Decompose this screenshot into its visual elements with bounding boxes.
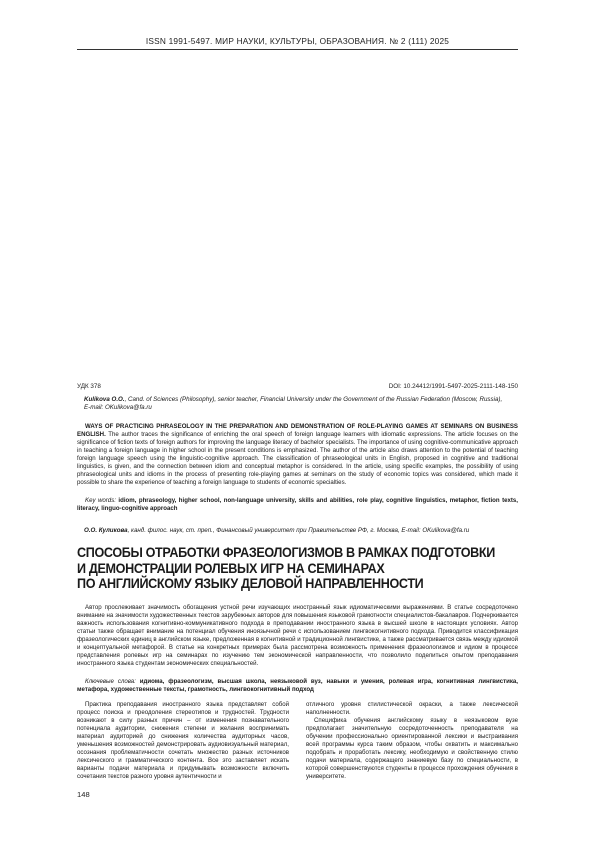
title-line-2: И ДЕМОНСТРАЦИИ РОЛЕВЫХ ИГР НА СЕМИНАРАХ [77, 560, 385, 576]
keywords-label-en: Key words: [85, 497, 116, 504]
keywords-en [77, 497, 518, 513]
running-head: ISSN 1991-5497. МИР НАУКИ, КУЛЬТУРЫ, ОБРАЗОВАНИЯ. № 2 (111) 2025 [145, 36, 450, 46]
header-rule [77, 49, 518, 50]
keywords-text-en: idiom, phraseology, higher school, non-language university, skills and abilities, role play, cognitive linguistics, metaphor, fiction texts, literacy, linguo-cognitive approach [77, 497, 518, 513]
keywords-ru [77, 678, 518, 694]
abstract-ru: Автор прослеживает значимость обогащения устной речи изучающих иностранный язык идиоматическими выражениями. В статье сосредоточено внимание на значимости художественных текстов зарубежных авторов для повышения языковой грамотности специалистов-бакалавров. Подчеркивается важность использования когнитивно-коммуникативного подхода в преподавании иностранного языка в высшей школе в настоящих условиях. Автор статьи также обращает внимание на потенциал обучения иноязычной речи с использованием лингвокогнитивного подхода. Приводится классификация фразеологических единиц в английском языке, предложенная в когнитивной и традиционной лингвистике, а также рассматривается связь между идиомой и концептуальной метафорой. В статье на конкретных примерах была рассмотрена возможность применения фразеологизмов и идиом в процессе представления ролевых игр на семинарах по изучению тем экономической направленности, что позволило поделиться опытом преподавания иностранного языка студентам экономических специальностей. [77, 604, 518, 668]
udc-code: УДК 378 [77, 383, 101, 390]
author-info-en [84, 396, 514, 412]
body-column-left [77, 701, 289, 781]
abstract-text-en: The author traces the significance of enriching the oral speech of foreign language learners with idiomatic expressions. The article focuses on the significance of fiction texts of foreign authors for improving the language literacy of bachelor specialists. The importance of using cognitive-communicative approach in teaching a foreign language in higher school in the present conditions is emphasized. The author of the article also draws attention to the potential of teaching foreign language speech using the linguistic-cognitive approach. The classification of phraseological units in English, proposed in cognitive and traditional linguistics, is given, and the connection between idiom and conceptual metaphor is considered. In the article, using specific examples, the possibility of using phraseological units and idioms in the process of presenting role-playing games at seminars on the study of economic topics was considered, which made it possible to share the experience of teaching a foreign language to students of economic specialties. [77, 431, 518, 487]
doi: DOI: 10.24412/1991-5497-2025-2111-148-150 [388, 383, 518, 390]
author-details-en: , Cand. of Sciences (Philosophy), senior teacher, Financial University under the Government of the Russian Federation (Moscow, Russia), [124, 396, 503, 403]
article-title-ru [77, 545, 518, 592]
author-name-en: Kulikova O.O. [84, 396, 125, 403]
body-column-right [306, 701, 518, 781]
article-title-en: WAYS OF PRACTICING PHRASEOLOGY IN THE PREPARATION AND DEMONSTRATION OF ROLE-PLAYING GAMES AT SEMINARS ON BUSINESS ENGLISH. [77, 423, 518, 439]
page-number: 148 [77, 790, 90, 799]
body-paragraph: Специфика обучения английскому языку в неязыковом вузе предполагает значительную сосредоточенность преподавателя на обучении профессионально ориентированной лексики и выстраивания всей программы курса таким образом, чтобы охватить и максимально подобрать и проработать лексику, необходимую и свойственную стилю подачи материала, содержащего знаниевую базу по специальности, в которой совершенствуются студенты в процессе прохождения обучения в университете. [306, 717, 518, 781]
author-info-ru [84, 527, 514, 535]
author-email-en[interactable]: E-mail: OKulikova@fa.ru [84, 404, 152, 411]
title-line-1: СПОСОБЫ ОТРАБОТКИ ФРАЗЕОЛОГИЗМОВ В РАМКАХ ПОДГОТОВКИ [77, 545, 495, 561]
keywords-text-ru: идиома, фразеологизм, высшая школа, неязыковой вуз, навыки и умения, ролевая игра, когнитивная лингвистика, метафора, художественные тексты, грамотность, лингвокогнитивный подход [77, 678, 518, 694]
author-details-ru: , канд. филос. наук, ст. преп., Финансовый университет при Правительстве РФ, г. Москва, E-mail: OKulikova@fa.ru [127, 527, 470, 534]
keywords-label-ru: Ключевые слова: [85, 678, 136, 685]
author-name-ru: О.О. Куликова [84, 527, 128, 534]
body-paragraph: отличного уровня стилистической окраски, а также лексической наполненности. [306, 701, 518, 717]
title-line-3: ПО АНГЛИЙСКОМУ ЯЗЫКУ ДЕЛОВОЙ НАПРАВЛЕННОСТИ [77, 576, 424, 592]
abstract-en [77, 423, 518, 487]
body-paragraph: Практика преподавания иностранного языка представляет собой процесс поиска и преодоления стереотипов и трудностей. Трудности возникают в силу разных причин – от изменения познавательного потенциала аудитории, снижения степени и желания воспринимать материал аудиторией до снижения количества аудиторных часов, уменьшения возможностей демонстрировать аудиовизуальный материал, осознания проблематичности сочетать множество разных источников лексического и грамматического контента. Все это заставляет искать варианты подачи материала и придумывать возможности включить сочетания текстов разного уровня аутентичности и [77, 701, 289, 781]
